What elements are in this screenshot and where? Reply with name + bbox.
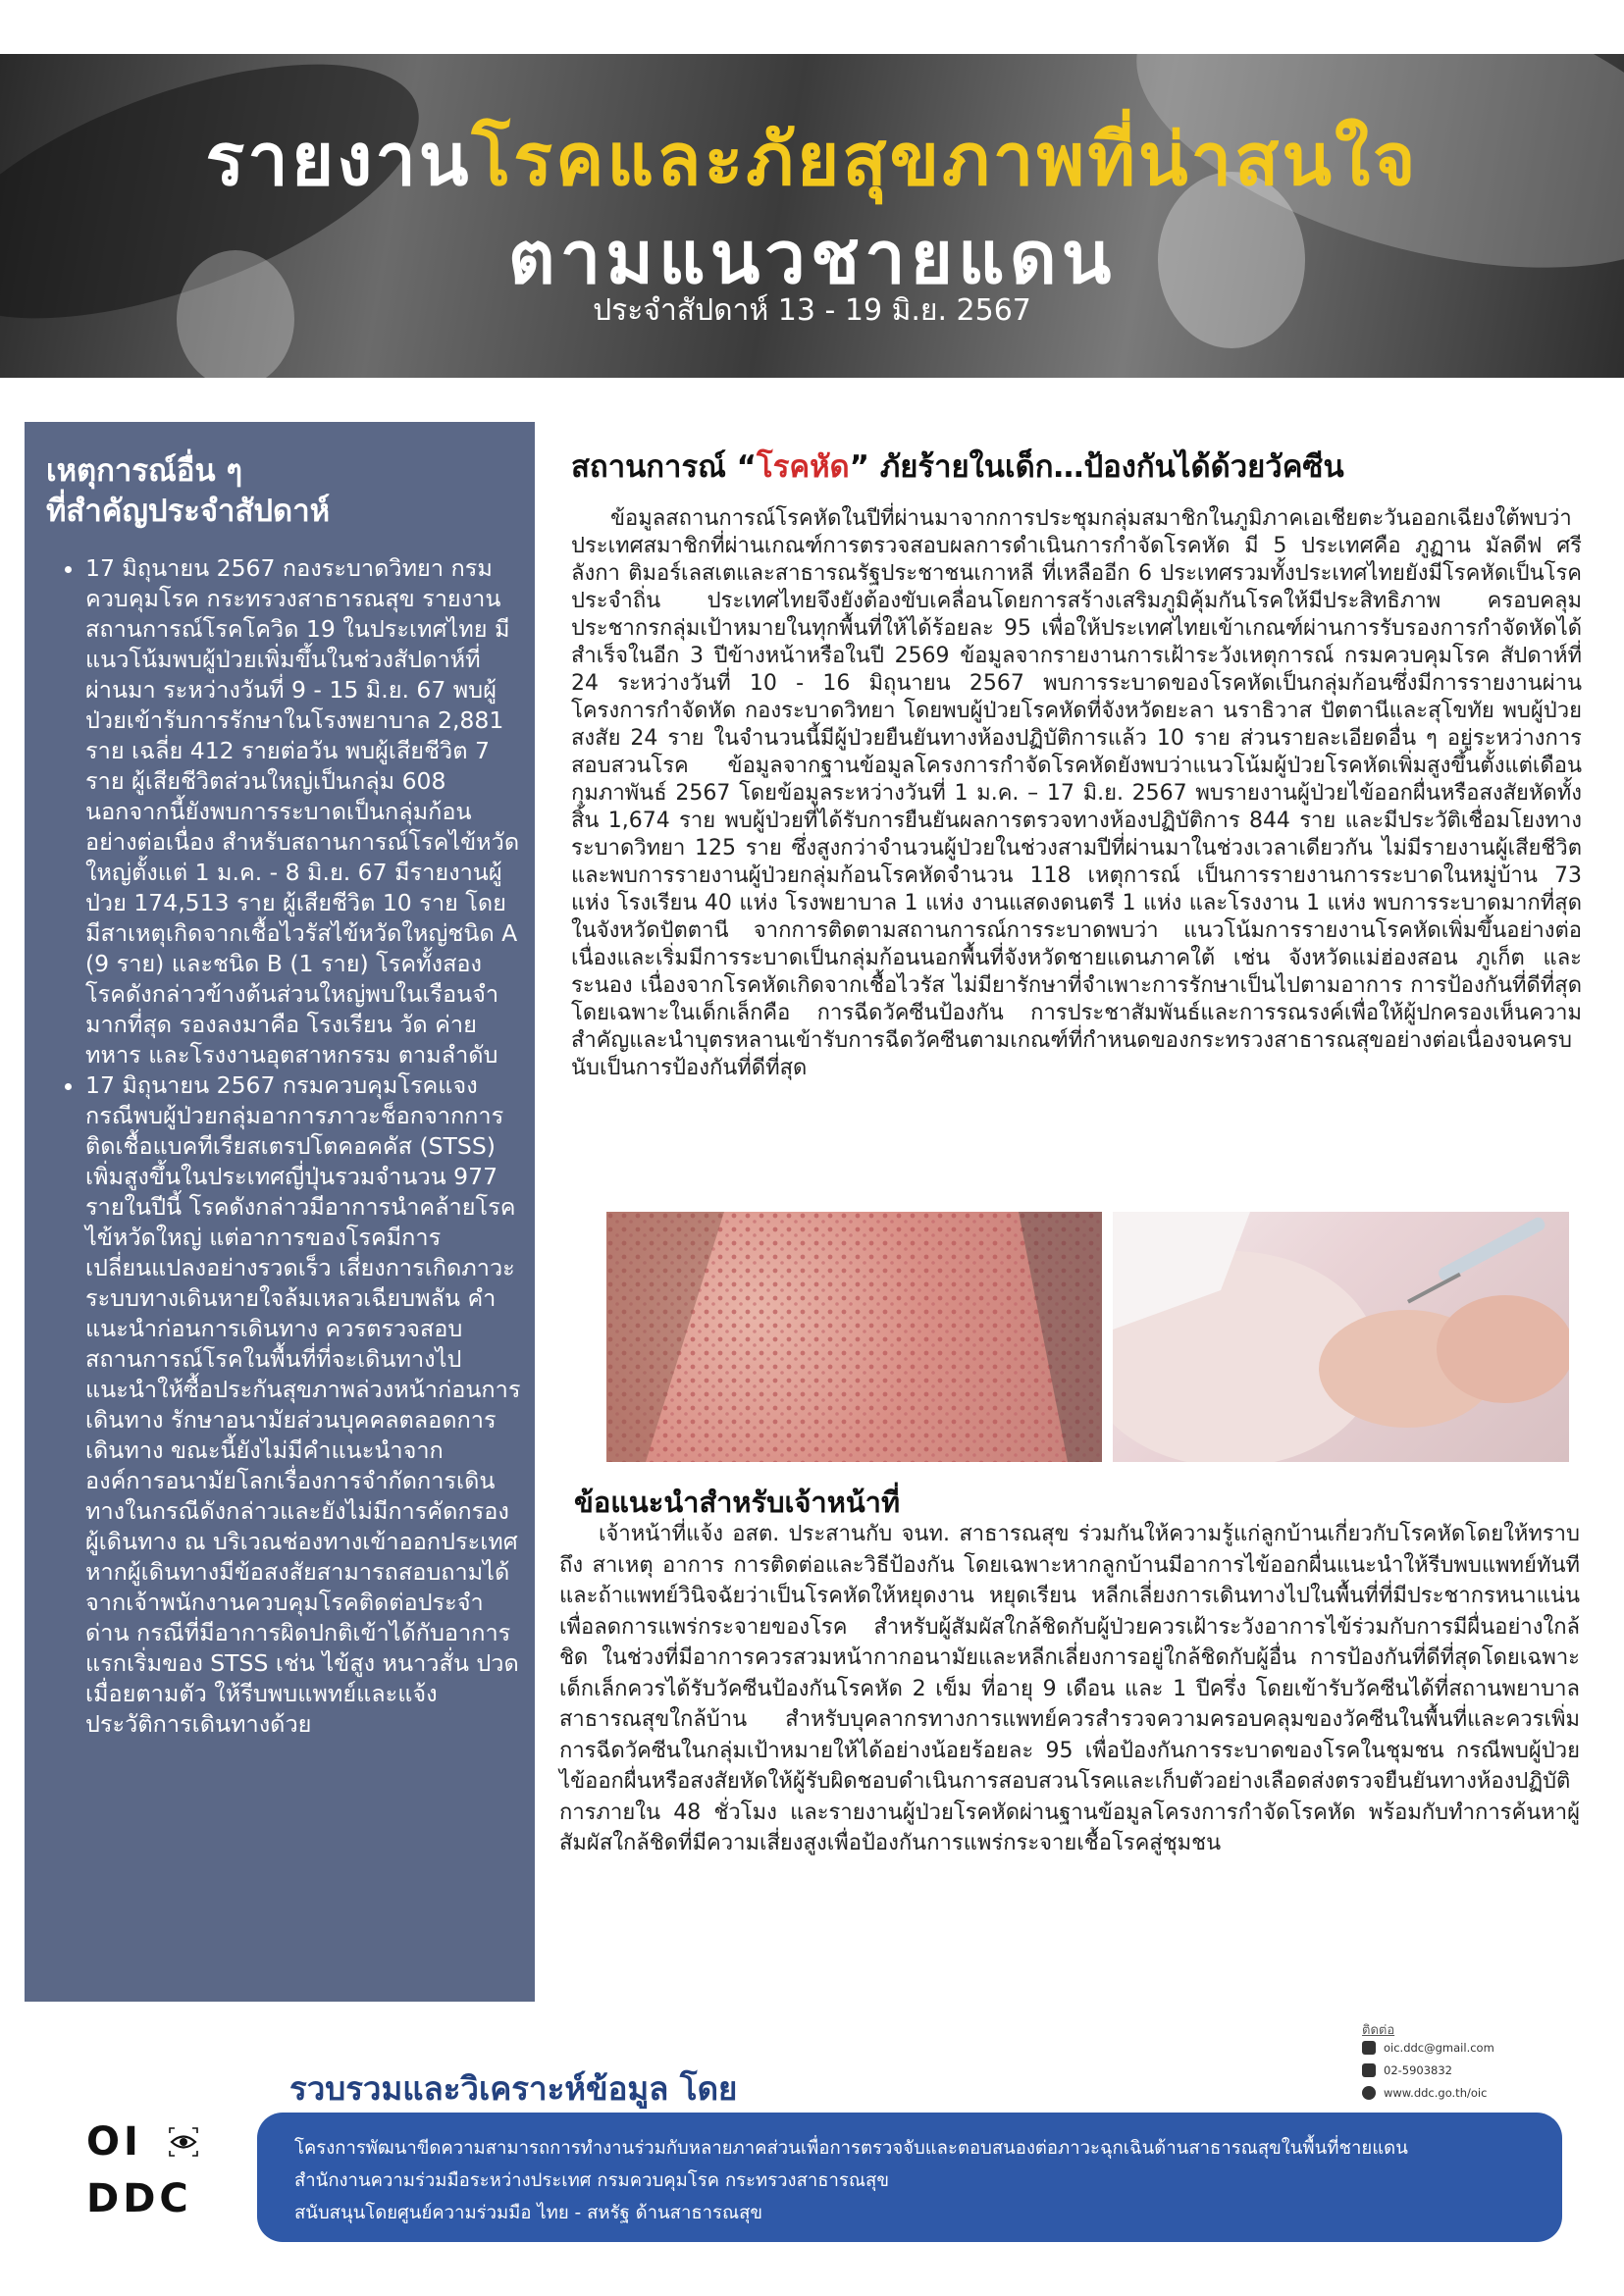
- eye-icon: [169, 2127, 198, 2157]
- article-heading-pre: สถานการณ์ “: [571, 449, 758, 485]
- sidebar-title-line2: ที่สำคัญประจำสัปดาห์: [46, 494, 331, 529]
- banner-title-line2: ตามแนวชายแดน: [507, 216, 1117, 300]
- contact-phone-text: 02-5903832: [1384, 2063, 1452, 2077]
- contact-website-text: www.ddc.go.th/oic: [1384, 2086, 1488, 2100]
- banner-title-yellow: โรคและภัยสุขภาพที่น่าสนใจ: [471, 118, 1419, 202]
- phone-icon: [1362, 2063, 1376, 2077]
- article-heading: [571, 442, 1582, 491]
- header-banner: [0, 54, 1624, 378]
- sidebar-title: [46, 451, 535, 532]
- footer-line-support: สนับสนุนโดยศูนย์ความร่วมมือ ไทย - สหรัฐ ด้านสาธารณสุข: [294, 2203, 763, 2223]
- banner-title-white: รายงาน: [205, 118, 472, 202]
- sidebar-title-line1: เหตุการณ์อื่น ๆ: [46, 453, 243, 489]
- contact-email[interactable]: [1362, 2041, 1494, 2055]
- contact-heading: ติดต่อ: [1362, 2023, 1395, 2038]
- sidebar-other-events: [25, 422, 535, 2002]
- advice-heading: ข้อแนะนำสำหรับเจ้าหน้าที่: [574, 1486, 901, 1519]
- article-paragraph: ข้อมูลสถานการณ์โรคหัดในปีที่ผ่านมาจากการประชุมกลุ่มสมาชิกในภูมิภาคเอเชียตะวันออกเฉียงใต้พบว่า ประเทศสมาชิกที่ผ่านเกณฑ์การตรวจสอบผลการดำเนินการกำจัดโรคหัด มี 5 ประเทศคือ ภูฏาน มัลดีฟ ศรีลังกา ติมอร์เลสเตและสาธารณรัฐประชาชนเกาหลี ที่เหลืออีก 6 ประเทศรวมทั้งประเทศไทยยังมีโรคหัดเป็นโรคประจำถิ่น ประเทศไทยจึงยังต้องขับเคลื่อนโดยการสร้างเสริมภูมิคุ้มกันโรคให้มีประสิทธิภาพ ครอบคลุมประชากรกลุ่มเป้าหมายในทุกพื้นที่ให้ได้ร้อยละ 95 เพื่อให้ประเทศไทยเข้าเกณฑ์ผ่านการรับรองการกำจัดหัดได้สำเร็จในอีก 3 ปีข้างหน้าหรือในปี 2569 ข้อมูลจากรายงานการเฝ้าระวังเหตุการณ์ กรมควบคุมโรค สัปดาห์ที่ 24 ระหว่างวันที่ 10 - 16 มิถุนายน 2567 พบการระบาดของโรคหัดเป็นกลุ่มก้อนซึ่งมีการรายงานผ่านโครงการกำจัดหัด กองระบาดวิทยา โดยพบผู้ป่วยโรคหัดที่จังหวัดยะลา นราธิวาส ปัตตานีและสุโขทัย พบผู้ป่วยสงสัย 24 ราย ในจำนวนนี้มีผู้ป่วยยืนยันทางห้องปฏิบัติการแล้ว 10 ราย ส่วนรายละเอียดอื่น ๆ อยู่ระหว่างการสอบสวนโรค ข้อมูลจากฐานข้อมูลโครงการกำจัดโรคหัดยังพบว่าแนวโน้มผู้ป่วยโรคหัดเพิ่มสูงขึ้นตั้งแต่เดือนกุมภาพันธ์ 2567 โดยข้อมูลระหว่างวันที่ 1 ม.ค. – 17 มิ.ย. 2567 พบรายงานผู้ป่วยไข้ออกผื่นหรือสงสัยหัดทั้งสิ้น 1,674 ราย พบผู้ป่วยที่ได้รับการยืนยันผลการตรวจทางห้องปฏิบัติการ 844 ราย และมีประวัติเชื่อมโยงทางระบาดวิทยา 125 ราย ซึ่งสูงกว่าจำนวนผู้ป่วยในช่วงสามปีที่ผ่านมาในช่วงเวลาเดียวกัน ไม่มีรายงานผู้เสียชีวิตและพบการรายงานผู้ป่วยกลุ่มก้อนโรคหัดจำนวน 118 เหตุการณ์ เป็นการรายงานการระบาดในหมู่บ้าน 73 แห่ง โรงเรียน 40 แห่ง โรงพยาบาล 1 แห่ง งานแสดงดนตรี 1 แห่ง และโรงงาน 1 แห่ง พบการระบาดมากที่สุดในจังหวัดปัตตานี จากการติดตามสถานการณ์การระบาดพบว่า แนวโน้มการรายงานโรคหัดเพิ่มขึ้นอย่างต่อเนื่องและเริ่มมีการระบาดเป็นกลุ่มก้อนนอกพื้นที่จังหวัดชายแดนภาคใต้ เช่น จังหวัดแม่ฮ่องสอน ภูเก็ต และระนอง เนื่องจากโรคหัดเกิดจากเชื้อไวรัส ไม่มียารักษาที่จำเพาะการรักษาเป็นไปตามอาการ การป้องกันที่ดีที่สุดโดยเฉพาะในเด็กเล็กคือ การฉีดวัคซีนป้องกัน การประชาสัมพันธ์และการรณรงค์เพื่อให้ผู้ปกครองเห็นความสำคัญและนำบุตรหลานเข้ารับการฉีดวัคซีนตามเกณฑ์ที่กำหนดของกระทรวงสาธารณสุขอย่างต่อเนื่องจนครบนับเป็นการป้องกันที่ดีที่สุด: [571, 506, 1582, 1080]
- sidebar-event-list: [25, 553, 535, 1740]
- vaccination-photo: [1113, 1212, 1569, 1462]
- globe-icon: [1362, 2086, 1376, 2100]
- compiled-by-label: รวบรวมและวิเคราะห์ข้อมูล โดย: [289, 2069, 738, 2108]
- footer-line-project: โครงการพัฒนาขีดความสามารถการทำงานร่วมกับหลายภาคส่วนเพื่อการตรวจจับและตอบสนองต่อภาวะฉุกเฉินด้านสาธารณสุขในพื้นที่ชายแดน: [294, 2138, 1408, 2159]
- list-item: • 17 มิถุนายน 2567 กองระบาดวิทยา กรมควบคุมโรค กระทรวงสาธารณสุข รายงานสถานการณ์โรคโควิด 19 ในประเทศไทย มีแนวโน้มพบผู้ป่วยเพิ่มขึ้นในช่วงสัปดาห์ที่ผ่านมา ระหว่างวันที่ 9 - 15 มิ.ย. 67 พบผู้ป่วยเข้ารับการรักษาในโรงพยาบาล 2,881 ราย เฉลี่ย 412 รายต่อวัน พบผู้เสียชีวิต 7 ราย ผู้เสียชีวิตส่วนใหญ่เป็นกลุ่ม 608 นอกจากนี้ยังพบการระบาดเป็นกลุ่มก้อนอย่างต่อเนื่อง สำหรับสถานการณ์โรคไข้หวัดใหญ่ตั้งแต่ 1 ม.ค. - 8 มิ.ย. 67 มีรายงานผู้ป่วย 174,513 ราย ผู้เสียชีวิต 10 ราย โดยมีสาเหตุเกิดจากเชื้อไวรัสไข้หวัดใหญ่ชนิด A (9 ราย) และชนิด B (1 ราย) โรคทั้งสองโรคดังกล่าวข้างต้นส่วนใหญ่พบในเรือนจำมากที่สุด รองลงมาคือ โรงเรียน วัด ค่ายทหาร และโรงงานอุตสาหกรรม ตามลำดับ: [85, 553, 521, 1070]
- logo-oi: OI: [86, 2119, 142, 2165]
- footer-line-office: สำนักงานความร่วมมือระหว่างประเทศ กรมควบคุมโรค กระทรวงสาธารณสุข: [294, 2170, 889, 2191]
- list-item: • 17 มิถุนายน 2567 กรมควบคุมโรคแจงกรณีพบผู้ป่วยกลุ่มอาการภาวะช็อกจากการติดเชื้อแบคทีเรียสเตรปโตคอคคัส (STSS) เพิ่มสูงขึ้นในประเทศญี่ปุ่นรวมจำนวน 977 รายในปีนี้ โรคดังกล่าวมีอาการนำคล้ายโรคไข้หวัดใหญ่ แต่อาการของโรคมีการเปลี่ยนแปลงอย่างรวดเร็ว เสี่ยงการเกิดภาวะระบบทางเดินหายใจล้มเหลวเฉียบพลัน คำแนะนำก่อนการเดินทาง ควรตรวจสอบสถานการณ์โรคในพื้นที่ที่จะเดินทางไป แนะนำให้ซื้อประกันสุขภาพล่วงหน้าก่อนการเดินทาง รักษาอนามัยส่วนบุคคลตลอดการเดินทาง ขณะนี้ยังไม่มีคำแนะนำจากองค์การอนามัยโลกเรื่องการจำกัดการเดินทางในกรณีดังกล่าวและยังไม่มีการคัดกรองผู้เดินทาง ณ บริเวณช่องทางเข้าออกประเทศ หากผู้เดินทางมีข้อสงสัยสามารถสอบถามได้จากเจ้าพนักงานควบคุมโรคติดต่อประจำด่าน กรณีที่มีอาการผิดปกติเข้าได้กับอาการแรกเริ่มของ STSS เช่น ไข้สูง หนาวสั่น ปวดเมื่อยตามตัว ให้รีบพบแพทย์และแจ้งประวัติการเดินทางด้วย: [85, 1070, 521, 1740]
- footer-bar: [257, 2113, 1562, 2242]
- article-heading-red: โรคหัด: [757, 449, 850, 485]
- article-heading-post: ” ภัยร้ายในเด็ก…ป้องกันได้ด้วยวัคซีน: [849, 449, 1344, 485]
- vaccine-injection-image: [1113, 1212, 1569, 1462]
- logo-ddc: DDC: [86, 2176, 192, 2221]
- banner-subtitle: ประจำสัปดาห์ 13 - 19 มิ.ย. 2567: [593, 293, 1031, 328]
- rash-skin-image: [606, 1212, 1102, 1462]
- contact-phone[interactable]: [1362, 2063, 1452, 2077]
- contact-website[interactable]: [1362, 2086, 1487, 2100]
- measles-rash-photo: [606, 1212, 1102, 1462]
- contact-email-text: oic.ddc@gmail.com: [1384, 2041, 1494, 2055]
- mail-icon: [1362, 2041, 1376, 2055]
- advice-paragraph: เจ้าหน้าที่แจ้ง อสต. ประสานกับ จนท. สาธารณสุข ร่วมกันให้ความรู้แก่ลูกบ้านเกี่ยวกับโรคหัดโดยให้ทราบถึง สาเหตุ อาการ การติดต่อและวิธีป้องกัน โดยเฉพาะหากลูกบ้านมีอาการไข้ออกผื่นแนะนำให้รีบพบแพทย์ทันทีและถ้าแพทย์วินิจฉัยว่าเป็นโรคหัดให้หยุดงาน หยุดเรียน หลีกเลี่ยงการเดินทางไปในพื้นที่ที่มีประชากรหนาแน่นเพื่อลดการแพร่กระจายของโรค สำหรับผู้สัมผัสใกล้ชิดกับผู้ป่วยควรเฝ้าระวังอาการไข้ร่วมกับการมีผื่นอย่างใกล้ชิด ในช่วงที่มีอาการควรสวมหน้ากากอนามัยและหลีกเลี่ยงการอยู่ใกล้ชิดกับผู้อื่น การป้องกันที่ดีที่สุดโดยเฉพาะเด็กเล็กควรได้รับวัคซีนป้องกันโรคหัด 2 เข็ม ที่อายุ 9 เดือน และ 1 ปีครึ่ง โดยเข้ารับวัคซีนได้ที่สถานพยาบาลสาธารณสุขใกล้บ้าน สำหรับบุคลากรทางการแพทย์ควรสำรวจความครอบคลุมของวัคซีนในพื้นที่และควรเพิ่มการฉีดวัคซีนในกลุ่มเป้าหมายให้ได้อย่างน้อยร้อยละ 95 เพื่อป้องกันการระบาดของโรคในชุมชน กรณีพบผู้ป่วยไข้ออกผื่นหรือสงสัยหัดให้ผู้รับผิดชอบดำเนินการสอบสวนโรคและเก็บตัวอย่างเลือดส่งตรวจยืนยันทางห้องปฏิบัติการภายใน 48 ชั่วโมง และรายงานผู้ป่วยโรคหัดผ่านฐานข้อมูลโครงการกำจัดโรคหัด พร้อมกับทำการค้นหาผู้สัมผัสใกล้ชิดที่มีความเสี่ยงสูงเพื่อป้องกันการแพร่กระจายเชื้อโรคสู่ชุมชน: [559, 1522, 1580, 1855]
